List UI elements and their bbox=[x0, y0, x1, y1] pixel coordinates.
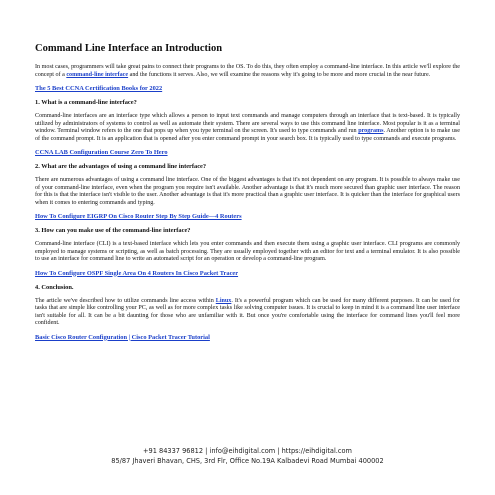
page-footer bbox=[0, 446, 495, 466]
intro-text-start: In most cases, programmers will take great pains to connect their programs to the OS. To do this, they often employ a command-line interface. In this article we'll explore the concept of a bbox=[35, 64, 460, 78]
article-title: Command Line Interface an Introduction bbox=[35, 43, 223, 54]
intro-text-end: and the functions it serves. Also, we will examine the reasons why it's going to be more and more crucial in the near future. bbox=[128, 71, 431, 78]
section-heading-advantages: 2. What are the advantages of using a command line interface? bbox=[35, 163, 207, 170]
eigrp-guide-link[interactable]: How To Configure EIGRP On Cisco Router Step By Step Guide—4 Routers bbox=[35, 213, 242, 220]
what-is-cli-text-end: . Another option is to make use of the command prompt. It is an application that is opened after you enter command prompt in your search box. It is typically used to type commands and execute programs. bbox=[35, 128, 460, 142]
footer-contact: +91 84337 96812 | info@eihdigital.com | https://eihdigital.com bbox=[143, 447, 352, 455]
section-paragraph-how-to-use: Command-line interface (CLI) is a text-based interface which lets you enter commands and then execute them using a graphic user interface. CLI programs are commonly employed to manage systems or scripting, as well as batch processing. They are usually employed together with an editor for text and a terminal emulator. It is also possible to use an interface for command line to write an automated script for an operation or develop a command-line program. bbox=[35, 241, 460, 262]
article-body bbox=[35, 42, 460, 348]
section-paragraph-advantages: There are numerous advantages of using a command line interface. One of the biggest advantages is that it's not dependent on any program. It is possible to always make use of your command-line interface, even when the program you require isn't available. Another advantage is that it's much more secured than graphic user interface. The reason for this is that the interface isn't visible to the user. Another advantage is that it's more practical than a graphic user interface. It is quicker than the interface for graphical users when it comes to entering commands and typing. bbox=[35, 177, 460, 206]
footer-address: 85/87 Jhaveri Bhavan, CHS, 3rd Flr, Office No.19A Kalbadevi Road Mumbai 400002 bbox=[111, 457, 384, 465]
section-paragraph-conclusion bbox=[35, 298, 460, 328]
conclusion-text-start: The article we've described how to utilize commands line access within bbox=[35, 297, 216, 304]
ospf-guide-link[interactable]: How To Configure OSPF Single Area On 4 Routers In Cisco Packet Tracer bbox=[35, 269, 239, 277]
linux-link[interactable]: Linux bbox=[215, 297, 232, 304]
section-heading-how-to-use: 3. How can you make use of the command-line interface? bbox=[35, 227, 191, 234]
ccna-books-link[interactable]: The 5 Best CCNA Certification Books for 2022 bbox=[35, 85, 163, 92]
ccna-lab-course-link[interactable]: CCNA LAB Configuration Course Zero To Hero bbox=[35, 149, 168, 156]
section-paragraph-what-is-cli bbox=[35, 113, 460, 143]
basic-router-config-link[interactable]: Basic Cisco Router Configuration | Cisco Packet Tracer Tutorial bbox=[35, 333, 210, 341]
command-line-interface-link[interactable]: command-line interface bbox=[66, 71, 129, 78]
section-heading-conclusion: 4. Conclusion. bbox=[35, 283, 74, 291]
conclusion-text-end: . It's a powerful program which can be used for many different purposes. It can be used for tasks that are simple like controlling your PC, as well as for more complex tasks like solving computer issues. It is crucial to keep in mind it is a command line user interface isn't suitable for all. It can be a bit daunting for those who are unfamiliar with it. But once you're comfortable using the interface for command lines you'll feel more confident. bbox=[35, 297, 460, 326]
programs-link[interactable]: programs bbox=[358, 128, 384, 134]
intro-paragraph bbox=[35, 64, 460, 79]
what-is-cli-text-start: Command-line interfaces are an interface type which allows a person to input text commands and manage computers through an interface that is text-based. It is typically utilized by administrators of systems to control as well as automate their system. There are several ways to use this command line interface. Most popular is it as a terminal window. Terminal window refers to the one that pops up when you type terminal on the screen. It's used to type commands and run bbox=[35, 113, 460, 134]
section-heading-what-is-cli: 1. What is a command-line interface? bbox=[35, 99, 137, 106]
